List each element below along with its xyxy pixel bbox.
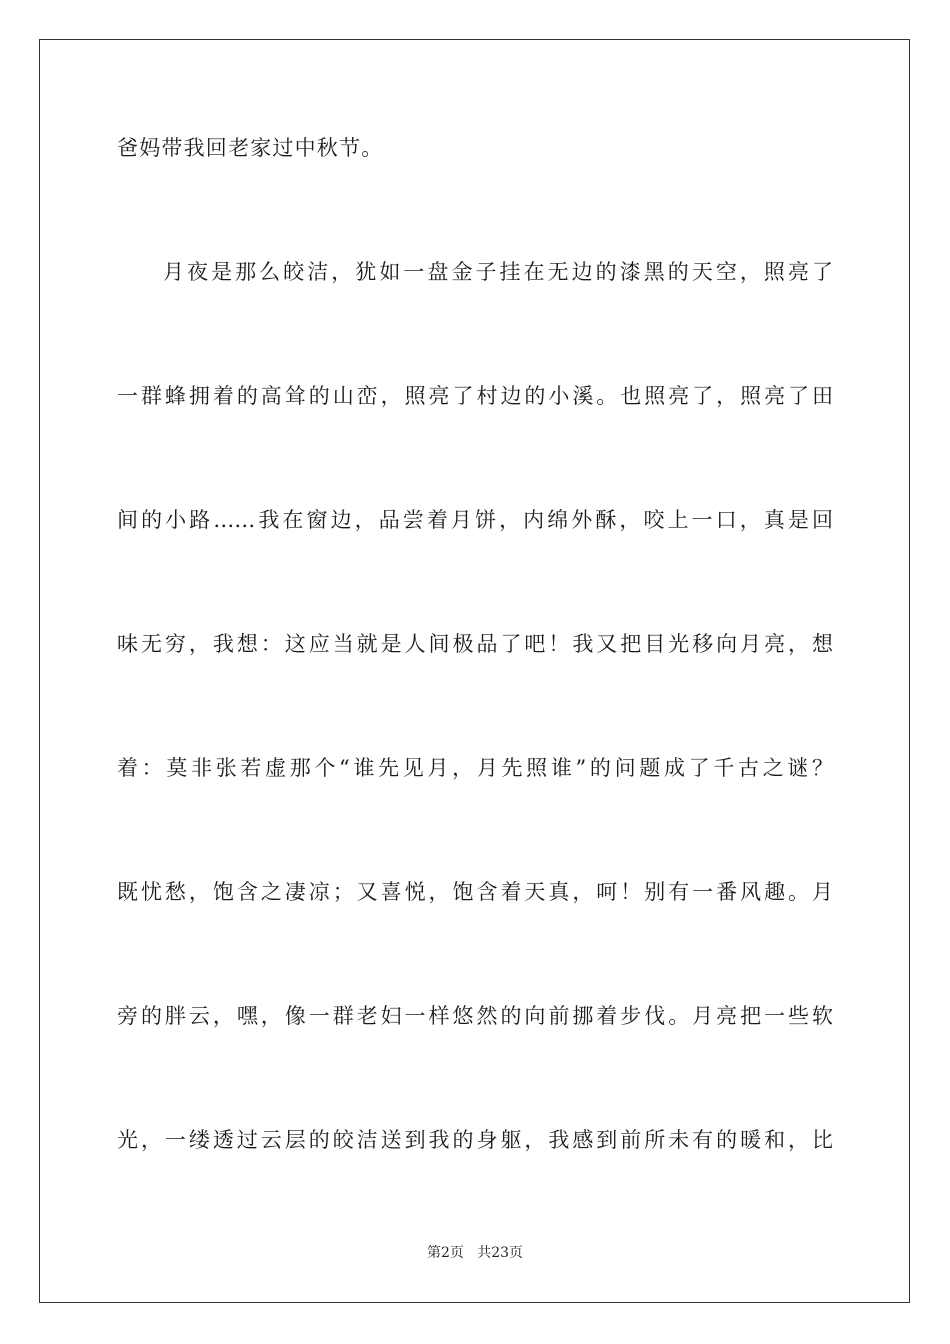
page-number: 第2页 共23页 xyxy=(426,1245,524,1261)
text-line-9: 光，一缕透过云层的皎洁送到我的身躯，我感到前所未有的暖和，比 xyxy=(117,1128,833,1152)
text-line-3: 一群蜂拥着的高耸的山峦，照亮了村边的小溪。也照亮了，照亮了田 xyxy=(117,384,833,408)
text-line-2: 月夜是那么皎洁，犹如一盘金子挂在无边的漆黑的天空，照亮了 xyxy=(163,260,833,284)
text-line-4: 间的小路……我在窗边，品尝着月饼，内绵外酥，咬上一口，真是回 xyxy=(117,508,833,532)
text-line-8: 旁的胖云，嘿，像一群老妇一样悠然的向前挪着步伐。月亮把一些软 xyxy=(117,1004,833,1028)
text-line-7: 既忧愁，饱含之凄凉；又喜悦，饱含着天真，呵！别有一番风趣。月 xyxy=(117,880,833,904)
page-footer xyxy=(0,1243,950,1263)
page-border xyxy=(39,39,910,1303)
text-line-6: 着：莫非张若虚那个“谁先见月，月先照谁”的问题成了千古之谜？ xyxy=(117,756,833,780)
text-line-1: 爸妈带我回老家过中秋节。 xyxy=(117,136,384,160)
text-line-5: 味无穷，我想：这应当就是人间极品了吧！我又把目光移向月亮，想 xyxy=(117,632,833,656)
